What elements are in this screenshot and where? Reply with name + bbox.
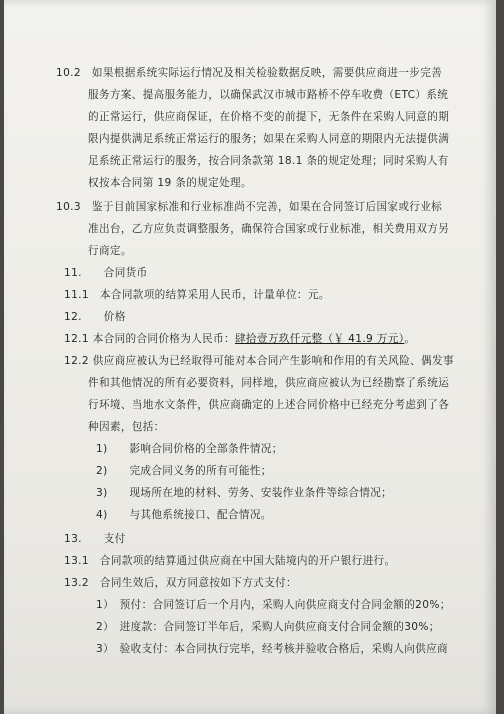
clause-10-2-line-2: 服务方案、提高服务能力，以确保武汉市城市路桥不停车收费（ETC）系统 [88,89,449,101]
payment-item-3: 3） 验收支付：本合同执行完毕，经考核并验收合格后，采购人向供应商 [96,643,448,655]
clause-10-3-line-3: 行商定。 [88,245,132,257]
clause-12-2-line-3: 行环境、当地水文条件，供应商确定的上述合同价格中已经充分考虑到了各 [88,399,450,411]
payment-item-1: 1） 预付：合同签订后一个月内，采购人向供应商支付合同金额的20%； [96,599,451,611]
clause-10-2-line-4: 限内提供满足系统正常运行的服务；如果在采购人同意的期限内无法提供满 [88,133,450,145]
clause-13-2: 13.2 合同生效后，双方同意按如下方式支付： [64,577,297,589]
payment-item-2: 2） 进度款：合同签订半年后，采购人向供应商支付合同金额的30%； [96,621,440,633]
clause-10-2-line-3: 的正常运行，供应商保证，在价格不变的前提下，无条件在采购人同意的期 [88,111,450,123]
section-11-heading: 11. 合同货币 [64,267,148,279]
contract-page [4,0,496,714]
clause-11-1: 11.1 本合同款项的结算采用人民币，计量单位：元。 [64,289,330,301]
factor-item-3: 3) 现场所在地的材料、劳务、安装作业条件等综合情况； [96,487,393,499]
clause-10-2-line-5: 足系统正常运行的服务，按合同条款第 18.1 条的规定处理；同时采购人有 [88,155,449,167]
clause-12-2-line-4: 种因素，包括： [88,421,165,433]
factor-item-1: 1) 影响合同价格的全部条件情况； [96,443,283,455]
factor-item-2: 2) 完成合同义务的所有可能性； [96,465,272,477]
clause-10-3-line-1: 10.3 鉴于目前国家标准和行业标准尚不完善，如果在合同签订后国家或行业标 [56,201,443,213]
clause-12-1 [64,332,415,346]
clause-12-1-text: 12.1 本合同的合同价格为人民币： [64,333,235,345]
clause-12-2-line-2: 件和其他情况的所有必要资料，同样地，供应商应被认为已经勘察了系统运 [88,377,450,389]
clause-10-3-line-2: 准出台，乙方应负责调整服务，确保符合国家或行业标准，相关费用双方另 [88,223,450,235]
clause-12-2-line-1: 12.2 供应商应被认为已经取得可能对本合同产生影响和作用的有关风险、偶发事 [64,355,454,367]
clause-10-2-line-6: 权按本合同第 19 条的规定处理。 [88,177,252,189]
contract-price-amount: 肆拾壹万玖仟元整（￥ 41.9 万元） [234,333,405,345]
clause-12-1-end: 。 [404,333,416,345]
factor-item-4: 4) 与其他系统接口、配合情况。 [96,509,272,521]
clause-10-2-line-1: 10.2 如果根据系统实际运行情况及相关检验数据反映，需要供应商进一步完善 [56,67,443,79]
clause-13-1: 13.1 合同款项的结算通过供应商在中国大陆境内的开户银行进行。 [64,555,396,567]
section-13-heading: 13. 支付 [64,533,126,545]
section-12-heading: 12. 价格 [64,311,126,323]
